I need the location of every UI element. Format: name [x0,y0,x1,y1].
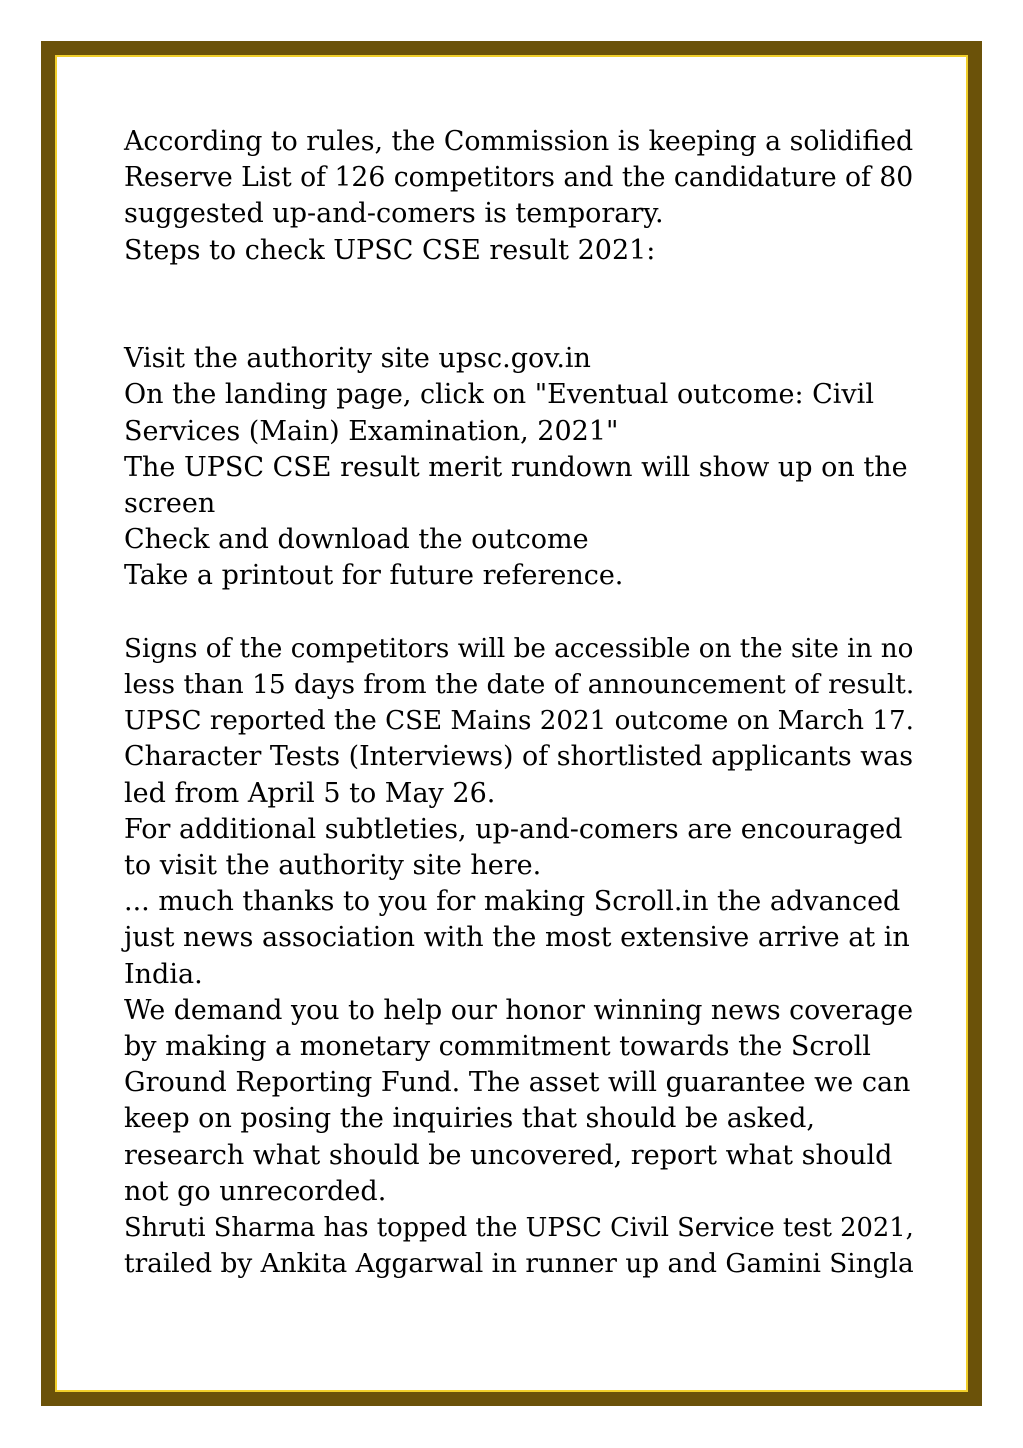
text-line: According to rules, the Commission is keeping a solidified [124,126,914,157]
text-line: Shruti Sharma has topped the UPSC Civil Service test 2021, [124,1213,914,1244]
text-line: India. [124,958,203,990]
text-line: Take a printout for future reference. [124,560,624,592]
text-line: UPSC reported the CSE Mains 2021 outcome on March 17. [124,706,914,737]
blank-line [124,305,914,341]
text-line: screen [124,488,216,519]
text-line: ... much thanks to you for making Scroll.in the advanced [124,886,901,918]
text-line: less than 15 days from the date of announcement of result. [124,670,915,700]
text-line: suggested up-and-comers is temporary. [124,198,664,230]
blank-line [124,595,914,631]
blank-line [124,269,914,305]
text-line: research what should be uncovered, report what should [124,1139,893,1171]
text-line: The UPSC CSE result merit rundown will show up on the [124,451,908,483]
text-line: Check and download the outcome [124,524,589,556]
text-line: Services (Main) Examination, 2021" [124,415,619,447]
text-line: For additional subtleties, up-and-comers are encouraged [124,813,903,845]
text-line: to visit the authority site here. [124,850,542,882]
text-line: not go unrecorded. [124,1175,387,1207]
text-line: Signs of the competitors will be accessible on the site in no [124,633,914,664]
text-line: just news association with the most extensive arrive at in [124,922,910,954]
text-line: Visit the authority site upsc.gov.in [124,343,591,375]
text-line: Ground Reporting Fund. The asset will guarantee we can [124,1067,911,1099]
text-line: On the landing page, click on "Eventual outcome: Civil [124,379,874,411]
text-line: keep on posing the inquiries that should be asked, [124,1103,815,1135]
text-line: trailed by Ankita Aggarwal in runner up and Gamini Singla [124,1249,914,1280]
text-line: Steps to check UPSC CSE result 2021: [124,234,656,266]
document-body [124,124,914,1282]
text-line: led from April 5 to May 26. [124,777,496,809]
text-line: Reserve List of 126 competitors and the candidature of 80 [124,162,914,194]
text-line: We demand you to help our honor winning news coverage [124,994,914,1026]
text-line: Character Tests (Interviews) of shortlisted applicants was [124,741,914,773]
text-line: by making a monetary commitment towards the Scroll [124,1031,871,1063]
